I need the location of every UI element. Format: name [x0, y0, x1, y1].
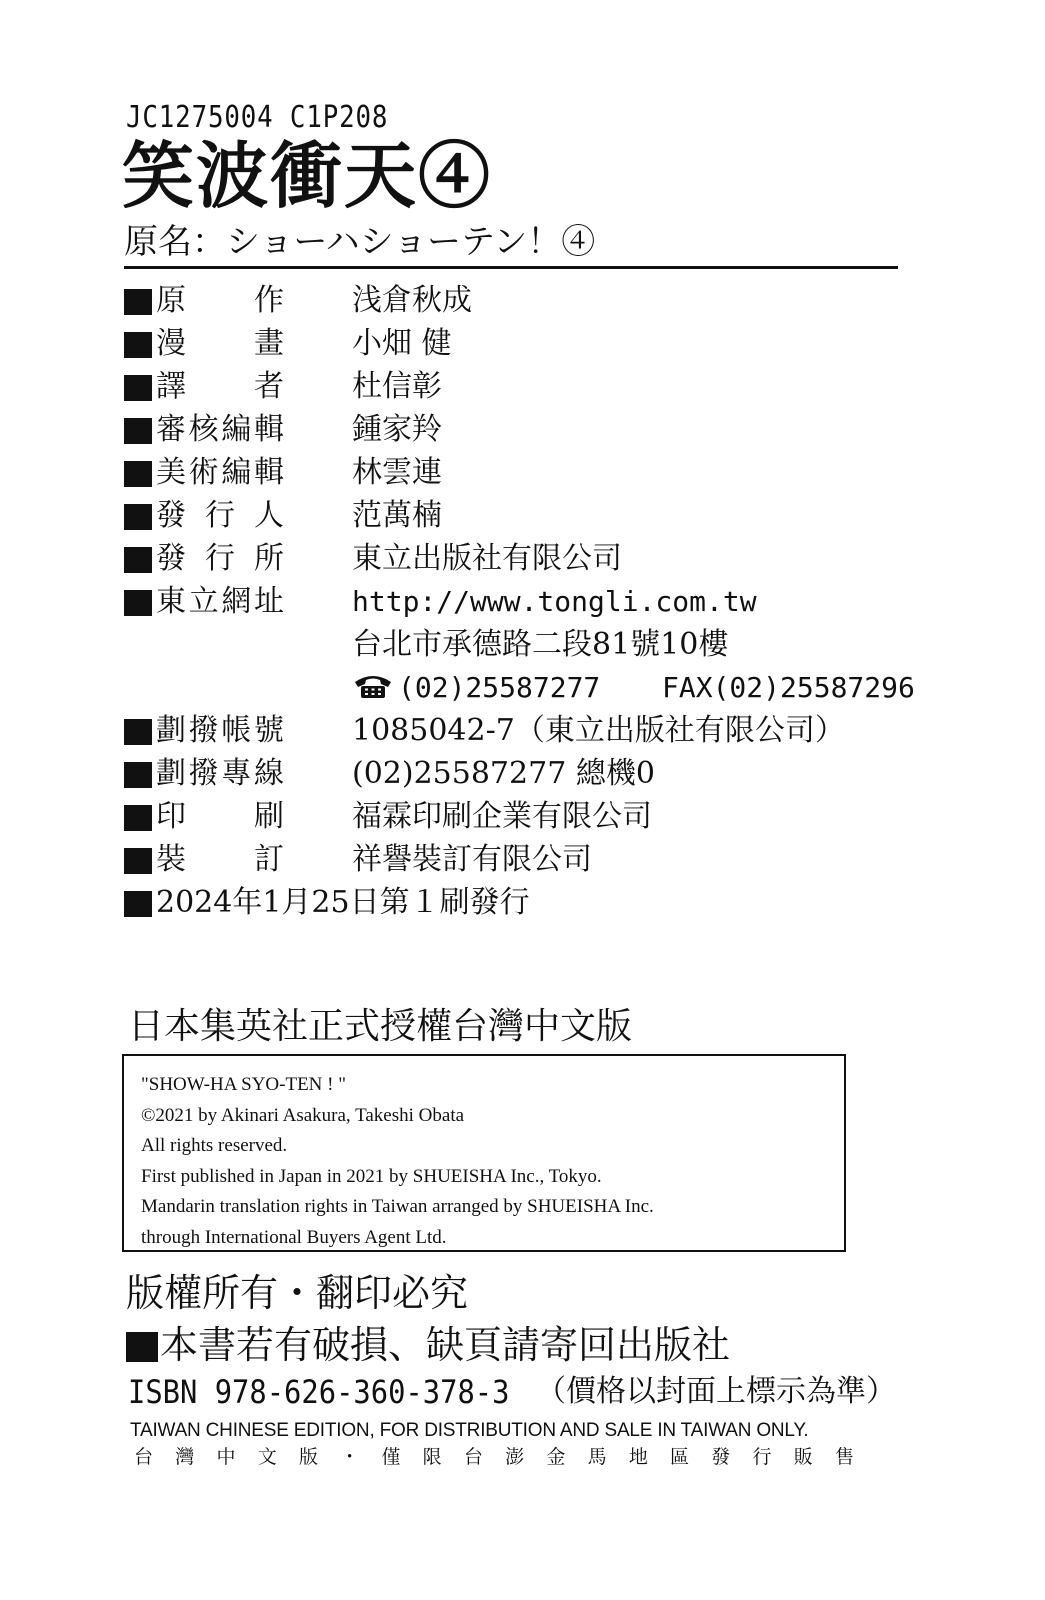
rights-notice: 版權所有・翻印必究	[126, 1271, 469, 1315]
isbn: ISBN 978-626-360-378-3	[128, 1373, 510, 1411]
bullet-square-icon	[124, 418, 152, 444]
credit-label: 裝 訂	[156, 842, 284, 877]
credit-value: 1085042-7（東立出版社有限公司）	[352, 713, 845, 748]
damage-notice: 本書若有破損、缺頁請寄回出版社	[160, 1323, 731, 1367]
credit-row-art-editor	[124, 452, 924, 494]
website-url: http://www.tongli.com.tw	[352, 585, 757, 618]
bullet-square-icon	[124, 332, 152, 358]
price-note: （價格以封面上標示為準）	[536, 1374, 896, 1409]
credit-label: 譯 者	[156, 369, 284, 404]
credit-label: 東立網址	[156, 584, 284, 619]
address-row	[124, 624, 924, 666]
credit-value: 浅倉秋成	[352, 283, 472, 318]
credit-label: 美術編輯	[156, 455, 284, 490]
credit-label: 劃撥帳號	[156, 713, 284, 748]
phone-number: (02)25587277	[398, 671, 601, 704]
credit-label: 原 作	[156, 283, 284, 318]
credit-value: 福霖印刷企業有限公司	[352, 799, 652, 834]
license-line: through International Buyers Agent Ltd.	[141, 1226, 447, 1248]
credit-row-binding	[124, 839, 924, 881]
phone-line	[352, 667, 915, 709]
credit-label: 漫 畫	[156, 326, 284, 361]
credit-row-publishing-house	[124, 538, 924, 580]
edition-notice-zh: 台灣中文版・僅限台澎金馬地區發行販售	[134, 1446, 854, 1468]
bullet-square-icon	[124, 504, 152, 530]
credit-label: 審核編輯	[156, 412, 284, 447]
license-line: First published in Japan in 2021 by SHUEISHA Inc., Tokyo.	[141, 1165, 602, 1187]
credit-value: 范萬楠	[352, 498, 442, 533]
credit-row-artist	[124, 323, 924, 365]
damage-notice-row	[126, 1322, 730, 1368]
credit-row-review-editor	[124, 409, 924, 451]
credit-label: 印 刷	[156, 799, 284, 834]
credit-row-transfer-account	[124, 710, 924, 752]
bullet-square-icon	[124, 289, 152, 315]
bullet-square-icon	[124, 805, 152, 831]
first-print-date: 2024年1月25日第１刷發行	[156, 885, 530, 920]
bullet-square-icon	[124, 848, 152, 874]
credit-value: 小畑 健	[352, 326, 452, 361]
license-line: Mandarin translation rights in Taiwan arranged by SHUEISHA Inc.	[141, 1196, 654, 1217]
bullet-square-icon	[124, 590, 152, 616]
license-line: "SHOW-HA SYO-TEN ! "	[141, 1074, 346, 1095]
credit-row-website	[124, 581, 924, 623]
original-title: 原名：ショーハショーテン！④	[124, 222, 596, 262]
edition-notice-en: TAIWAN CHINESE EDITION, FOR DISTRIBUTION AND SALE IN TAIWAN ONLY.	[130, 1420, 809, 1441]
credit-value: 林雲連	[352, 455, 442, 490]
license-line: ©2021 by Akinari Asakura, Takeshi Obata	[141, 1104, 465, 1126]
bullet-square-icon	[124, 719, 152, 745]
credit-row-transfer-hotline	[124, 753, 924, 795]
credit-row-printing	[124, 796, 924, 838]
address: 台北市承德路二段81號10樓	[352, 627, 729, 662]
credit-label: 劃撥專線	[156, 756, 284, 791]
bullet-square-icon	[124, 762, 152, 788]
bullet-square-icon	[124, 375, 152, 401]
authorization-statement: 日本集英社正式授權台灣中文版	[128, 1006, 633, 1047]
credit-row-publisher	[124, 495, 924, 537]
credit-value: (02)25587277 總機0	[352, 756, 655, 791]
catalog-code: JC1275004 C1P208	[126, 100, 389, 135]
credit-row-original-author	[124, 280, 924, 322]
telephone-icon	[352, 672, 394, 700]
bullet-square-icon	[126, 1332, 158, 1362]
bullet-square-icon	[124, 461, 152, 487]
license-box	[122, 1054, 846, 1252]
credit-label: 發 行 所	[156, 541, 284, 576]
credit-value: 東立出版社有限公司	[352, 541, 622, 576]
credit-value: 鍾家羚	[352, 412, 442, 447]
credit-value: 祥譽裝訂有限公司	[352, 842, 592, 877]
license-line: All rights reserved.	[141, 1135, 288, 1156]
book-title: 笑波衝天④	[122, 133, 493, 218]
credit-value: 杜信彰	[352, 369, 442, 404]
isbn-row	[128, 1372, 896, 1412]
bullet-square-icon	[124, 547, 152, 573]
credit-row-translator	[124, 366, 924, 408]
fax-number: FAX(02)25587296	[662, 671, 915, 704]
header-divider	[124, 266, 898, 269]
credit-label: 發 行 人	[156, 498, 284, 533]
first-print-row	[124, 882, 924, 924]
bullet-square-icon	[124, 891, 152, 917]
phone-fax-row	[124, 667, 924, 709]
